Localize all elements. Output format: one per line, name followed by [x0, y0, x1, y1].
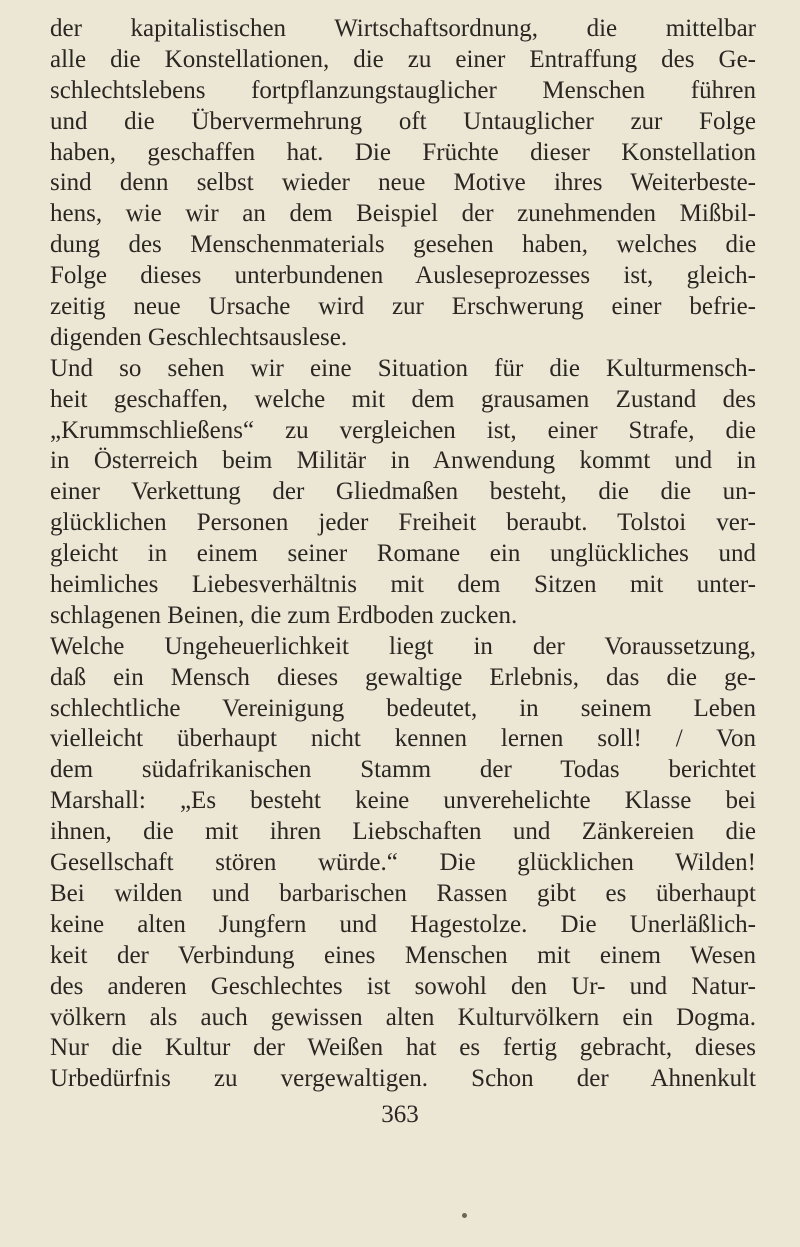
- text-line: heimliches Liebesverhältnis mit dem Sitzen mit unter-: [50, 571, 756, 599]
- text-line: vielleicht überhaupt nicht kennen lernen soll! / Von: [50, 725, 756, 753]
- text-line: der kapitalistischen Wirtschaftsordnung, die mittelbar: [50, 15, 756, 42]
- page-number: 363: [381, 1101, 419, 1128]
- text-line: dem südafrikanischen Stamm der Todas berichtet: [50, 756, 756, 784]
- text-line: haben, geschaffen hat. Die Früchte dieser Konstellation: [50, 138, 756, 166]
- text-line: hens, wie wir an dem Beispiel der zunehmenden Mißbil-: [50, 200, 756, 228]
- text-line: „Krummschließens“ zu vergleichen ist, einer Strafe, die: [50, 416, 756, 444]
- text-line: und die Übervermehrung oft Untauglicher zur Folge: [50, 107, 756, 135]
- text-line: ihnen, die mit ihren Liebschaften und Zänkereien die: [50, 818, 756, 846]
- text-line: des anderen Geschlechtes ist sowohl den Ur- und Natur-: [50, 972, 756, 1000]
- text-line: einer Verkettung der Gliedmaßen besteht, die die un-: [50, 478, 756, 506]
- text-line: Welche Ungeheuerlichkeit liegt in der Voraussetzung,: [50, 632, 756, 660]
- text-line: Folge dieses unterbundenen Ausleseprozesses ist, gleich-: [50, 262, 756, 290]
- text-line: in Österreich beim Militär in Anwendung kommt und in: [50, 447, 756, 475]
- text-line: Gesellschaft stören würde.“ Die glücklichen Wilden!: [50, 849, 756, 877]
- text-line: Nur die Kultur der Weißen hat es fertig gebracht, dieses: [50, 1034, 756, 1062]
- text-line: zeitig neue Ursache wird zur Erschwerung einer befrie-: [50, 293, 756, 321]
- text-line: gleicht in einem seiner Romane ein unglückliches und: [50, 540, 756, 568]
- text-line: Bei wilden und barbarischen Rassen gibt es überhaupt: [50, 879, 756, 907]
- text-line: dung des Menschenmaterials gesehen haben, welches die: [50, 231, 756, 259]
- text-line: heit geschaffen, welche mit dem grausamen Zustand des: [50, 385, 756, 413]
- text-line: sind denn selbst wieder neue Motive ihres Weiterbeste-: [50, 169, 756, 197]
- text-line: schlagenen Beinen, die zum Erdboden zucken.: [50, 601, 518, 629]
- text-line: glücklichen Personen jeder Freiheit beraubt. Tolstoi ver-: [50, 509, 756, 537]
- text-line: schlechtliche Vereinigung bedeutet, in seinem Leben: [50, 694, 756, 722]
- body-text: [50, 14, 756, 1095]
- text-line: völkern als auch gewissen alten Kulturvölkern ein Dogma.: [50, 1003, 756, 1031]
- text-line: alle die Konstellationen, die zu einer Entraffung des Ge-: [50, 45, 756, 73]
- text-line: daß ein Mensch dieses gewaltige Erlebnis, das die ge-: [50, 663, 756, 691]
- text-line: schlechtslebens fortpflanzungstauglicher Menschen führen: [50, 76, 756, 104]
- text-line: Und so sehen wir eine Situation für die Kulturmensch-: [50, 354, 756, 382]
- text-line: digenden Geschlechtsauslese.: [50, 323, 348, 351]
- text-line: Marshall: „Es besteht keine unverehelichte Klasse bei: [50, 787, 756, 815]
- text-line: keit der Verbindung eines Menschen mit einem Wesen: [50, 941, 756, 969]
- text-line: keine alten Jungfern und Hagestolze. Die Unerläßlich-: [50, 910, 756, 938]
- print-speck: [462, 1213, 467, 1218]
- text-line: Urbedürfnis zu vergewaltigen. Schon der Ahnenkult: [50, 1065, 756, 1093]
